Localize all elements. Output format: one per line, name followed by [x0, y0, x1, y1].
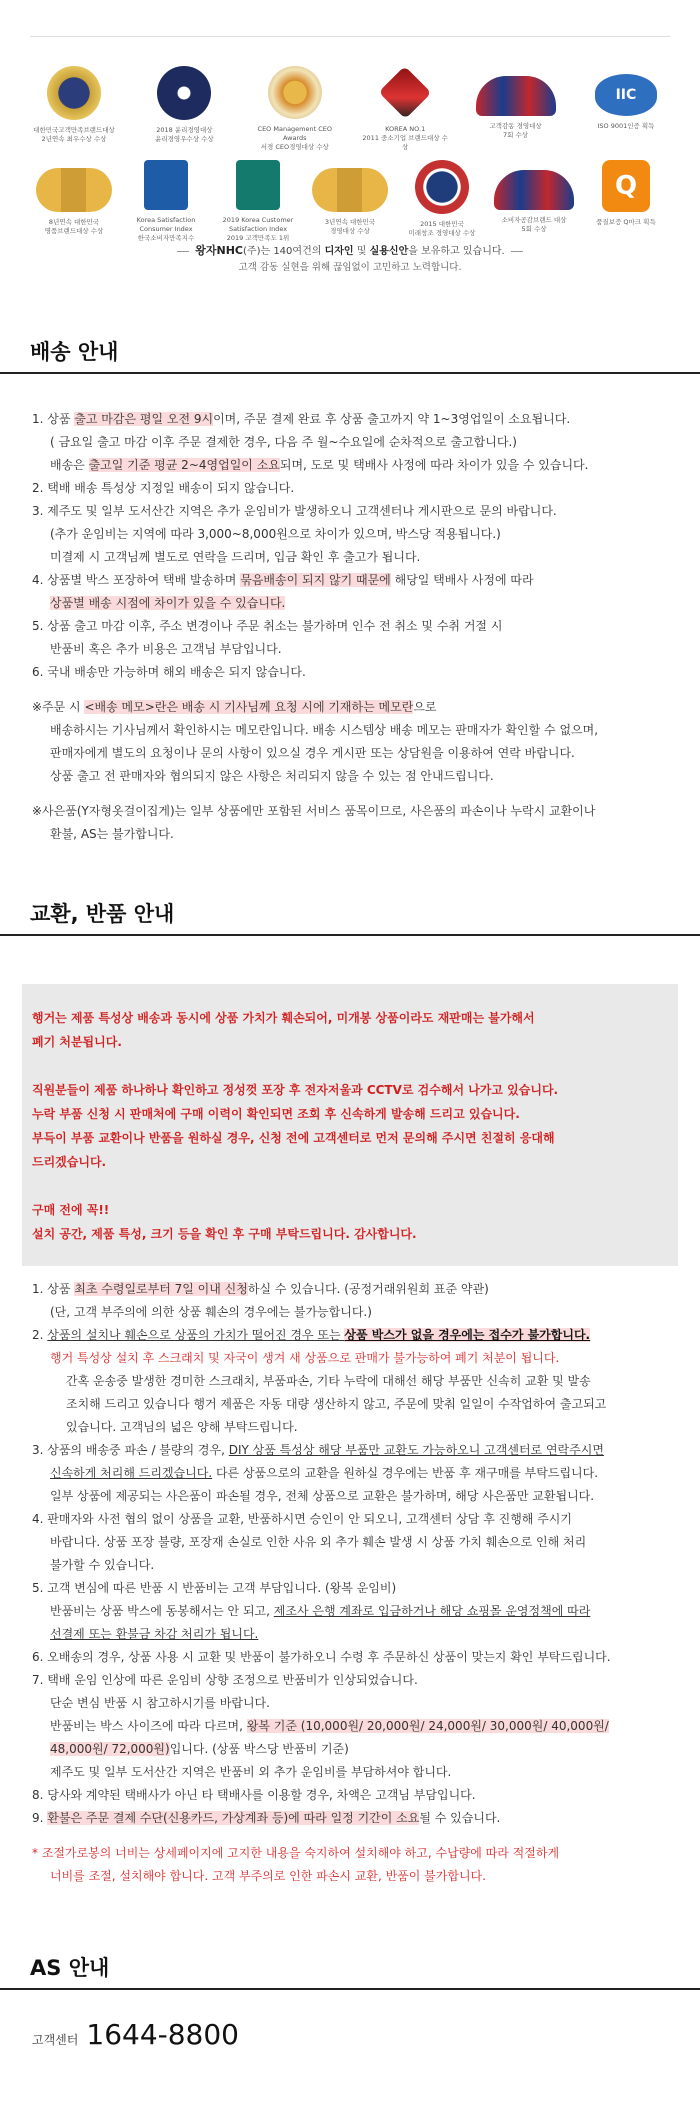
list-item-text: 있습니다. 고객님의 넓은 양해 부탁드립니다. [66, 1420, 298, 1434]
divider [511, 251, 523, 252]
award-medal-icon [268, 66, 322, 119]
award-item [122, 160, 210, 246]
list-item-text: 되며, 도로 및 택배사 사정에 따라 차이가 있을 수 있습니다. [279, 458, 589, 472]
list-item-text: 미결제 시 고객님께 별도로 연락을 드리며, 입금 확인 후 출고가 됩니다. [50, 550, 421, 564]
list-item [32, 696, 672, 719]
notice-line: 부득이 부품 교환이나 반품을 원하실 경우, 신청 전에 고객센터로 먼저 문의해 주시면 친절히 응대해 [32, 1131, 555, 1145]
list-item-text: 배송하시는 기사님께서 확인하시는 메모란입니다. 배송 시스템상 배송 메모는 판매자가 확인할 수 없으며, [50, 723, 599, 737]
award-item [251, 66, 339, 152]
awards-grid [30, 66, 670, 254]
list-item-text: 2. [32, 1328, 48, 1342]
list-item [32, 523, 672, 546]
award-gold-circle-icon [47, 66, 101, 120]
company-subtext: 고객 감동 실현을 위해 끊임없이 고민하고 노력합니다. [238, 262, 462, 273]
notice-line: 행거는 제품 특성상 배송과 동시에 상품 가치가 훼손되어, 미개봉 상품이라도 재판매는 불가해서 [32, 1011, 535, 1025]
list-item [32, 592, 672, 615]
exchange-list [32, 1278, 672, 1888]
list-item-text: 9. [32, 1811, 48, 1825]
award-item [472, 66, 560, 152]
list-item-text: 반품비는 상품 박스에 동봉해서는 안 되고, [50, 1604, 274, 1618]
list-item [32, 1462, 672, 1485]
list-item [32, 1646, 672, 1669]
list-item-text: 출고 마감은 평일 오전 9시 [74, 412, 214, 426]
list-item-text: 6. 국내 배송만 가능하며 해외 배송은 되지 않습니다. [32, 665, 306, 679]
list-item [32, 765, 672, 788]
award-caption: Korea Satisfaction Consumer Index 한국소비자만족지수 [136, 216, 196, 242]
list-item-text: 행거 특성상 설치 후 스크래치 및 자국이 생겨 새 상품으로 판매가 불가능하여 폐기 처분이 됩니다. [50, 1351, 560, 1365]
list-item-text: 최초 수령일로부터 7일 이내 신청 [74, 1282, 248, 1296]
list-item-text: 환불은 주문 결제 수단(신용카드, 가상계좌 등)에 따라 일정 기간이 소요 [47, 1811, 420, 1825]
award-item [582, 160, 670, 246]
list-item-text: 상품별 배송 시점에 차이가 있을 수 있습니다. [50, 596, 286, 610]
award-caption: 3년연속 대한민국 경영대상 수상 [324, 218, 376, 235]
list-item-text: 6. 오배송의 경우, 상품 사용 시 교환 및 반품이 불가하오니 수령 후 주문하신 상품이 맞는지 확인 부탁드립니다. [32, 1650, 611, 1664]
award-chain2-icon [494, 170, 574, 210]
award-ring-icon [415, 160, 469, 214]
list-item [32, 477, 672, 500]
list-item [32, 1715, 672, 1738]
as-rule [0, 1988, 700, 1990]
spacer [32, 1054, 668, 1078]
award-item [582, 66, 670, 152]
list-item-text: 상품 출고 전 판매자와 협의되지 않은 사항은 처리되지 않을 수 있는 점 안내드립니다. [50, 769, 494, 783]
customer-center [32, 2018, 239, 2051]
list-item-text: 될 수 있습니다. [419, 1811, 501, 1825]
list-item [32, 1623, 672, 1646]
award-green-badge-icon [236, 160, 280, 210]
exchange-title: 교환, 반품 안내 [30, 902, 175, 926]
list-item [32, 1600, 672, 1623]
shipping-list [32, 408, 672, 846]
list-item [32, 661, 672, 684]
list-item-text: 불가할 수 있습니다. [50, 1558, 155, 1572]
awards-row-2 [30, 160, 670, 246]
award-item [361, 66, 449, 152]
company-text: (주)는 140여건의 [243, 246, 325, 257]
award-gold-stack-icon [36, 168, 112, 212]
spacer [32, 788, 672, 800]
list-item-text: 환불, AS는 불가합니다. [50, 827, 174, 841]
list-item-text: <배송 메모>란은 배송 시 기사님께 요청 시에 기재하는 메모란 [84, 700, 414, 714]
award-item [490, 160, 578, 246]
list-item-text: 반품비 혹은 추가 비용은 고객님 부담입니다. [50, 642, 282, 656]
list-item-text: 제주도 및 일부 도서산간 지역은 반품비 외 추가 운임비를 부담하셔야 합니다. [50, 1765, 452, 1779]
list-item-text: 출고일 기준 평균 2~4영업일이 소요 [88, 458, 280, 472]
list-item [32, 1577, 672, 1600]
award-red-diamond-icon [379, 66, 432, 119]
iic-logo-icon: IIC [595, 74, 657, 116]
list-item-text: 너비를 조절, 설치해야 합니다. 고객 부주의로 인한 파손시 교환, 반품이 불가합니다. [50, 1869, 486, 1883]
notice-line: 폐기 처분됩니다. [32, 1035, 122, 1049]
list-item [32, 742, 672, 765]
list-item-text: 바랍니다. 상품 포장 불량, 포장재 손실로 인한 사유 외 추가 훼손 발생 시 상품 가치 훼손으로 인해 처리 [50, 1535, 587, 1549]
list-item [32, 1301, 672, 1324]
company-text: 을 보유하고 있습니다. [408, 246, 505, 257]
list-item-text: 8. 당사와 계약된 택배사가 아닌 타 택배사를 이용할 경우, 차액은 고객님 부담입니다. [32, 1788, 476, 1802]
company-statement [0, 242, 700, 258]
list-item-text: 반품비는 박스 사이즈에 따라 다르며, [50, 1719, 247, 1733]
award-caption: 품질보증 Q마크 획득 [596, 218, 656, 226]
list-item-text: 상품의 설치나 훼손으로 상품의 가치가 떨어진 경우 또는 [47, 1328, 345, 1342]
list-item-text: ※사은품(Y자형옷걸이집게)는 일부 상품에만 포함된 서비스 품목이므로, 사은품의 파손이나 누락시 교환이나 [32, 804, 596, 818]
exchange-rule [0, 934, 700, 936]
list-item-text: (추가 운임비는 지역에 따라 3,000~8,000원으로 차이가 있으며, 박스당 적용됩니다.) [50, 527, 501, 541]
cs-label: 고객센터 [32, 2033, 79, 2047]
list-item-text: 48,000원/ 72,000원) [50, 1742, 170, 1756]
list-item [32, 500, 672, 523]
awards-row-1 [30, 66, 670, 152]
list-item [32, 454, 672, 477]
award-triple-medal-icon [312, 168, 388, 212]
award-navy-seal-icon [157, 66, 211, 120]
list-item [32, 1439, 672, 1462]
award-item [30, 160, 118, 246]
list-item-text: (단, 고객 부주의에 의한 상품 훼손의 경우에는 불가능합니다.) [50, 1305, 372, 1319]
list-item [32, 408, 672, 431]
award-caption: 2019 Korea Customer Satisfaction Index 2019 고객만족도 1위 [222, 216, 294, 242]
divider [177, 251, 189, 252]
list-item [32, 1761, 672, 1784]
list-item-text: 이며, 주문 결제 완료 후 상품 출고까지 약 1~3영업일이 소요됩니다. [213, 412, 571, 426]
list-item [32, 1347, 672, 1370]
list-item [32, 1324, 672, 1347]
notice-line: 설치 공간, 제품 특성, 크기 등을 확인 후 구매 부탁드립니다. 감사합니다. [32, 1227, 417, 1241]
award-item [214, 160, 302, 246]
list-item-text: 4. 상품별 박스 포장하여 택배 발송하며 [32, 573, 241, 587]
award-caption: ISO 9001인증 획득 [597, 122, 655, 130]
award-caption: 2015 대한민국 미래창조 경영대상 수상 [408, 220, 476, 237]
list-item-text: 3. 상품의 배송중 파손 / 불량의 경우, [32, 1443, 229, 1457]
list-item-text: 2. 택배 배송 특성상 지정일 배송이 되지 않습니다. [32, 481, 295, 495]
list-item-text: 선결제 또는 환불금 차감 처리가 됩니다. [50, 1627, 259, 1641]
list-item-text: 제조사 은행 계좌로 입금하거나 해당 쇼핑몰 운영정책에 따라 [273, 1604, 591, 1618]
notice-line: 직원분들이 제품 하나하나 확인하고 정성껏 포장 후 전자저울과 CCTV로 검수해서 나가고 있습니다. [32, 1083, 559, 1097]
list-item-text: 5. 상품 출고 마감 이후, 주소 변경이나 주문 취소는 불가하며 인수 전 취소 및 수취 거절 시 [32, 619, 503, 633]
list-item [32, 1278, 672, 1301]
exchange-notice-box [22, 984, 678, 1266]
list-item [32, 638, 672, 661]
list-item [32, 1554, 672, 1577]
award-item [398, 160, 486, 246]
list-item [32, 1842, 672, 1865]
list-item [32, 1370, 672, 1393]
list-item-text: 4. 판매자와 사전 협의 없이 상품을 교환, 반품하시면 승인이 안 되오니, 고객센터 상담 후 진행해 주시기 [32, 1512, 572, 1526]
award-item [30, 66, 118, 152]
as-title: AS 안내 [30, 1956, 110, 1980]
list-item-text: 일부 상품에 제공되는 사은품이 파손될 경우, 전체 상품으로 교환은 불가하며, 해당 사은품만 교환됩니다. [50, 1489, 595, 1503]
award-item [306, 160, 394, 246]
list-item-text: 하실 수 있습니다. (공정거래위원회 표준 약관) [247, 1282, 489, 1296]
list-item [32, 615, 672, 638]
list-item [32, 1416, 672, 1439]
list-item [32, 1393, 672, 1416]
q-mark-icon: Q [602, 160, 650, 212]
list-item [32, 1485, 672, 1508]
spacer [32, 1174, 668, 1198]
list-item-text: 왕복 기준 (10,000원/ 20,000원/ 24,000원/ 30,000원/ 40,000원/ [246, 1719, 609, 1733]
list-item-text: 배송은 [50, 458, 89, 472]
award-caption: KOREA NO.1 2011 중소기업 브랜드대상 수상 [362, 125, 448, 151]
list-item-text: 해당일 택배사 사정에 따라 [390, 573, 534, 587]
brand-logo-text: 왕자NHC [195, 244, 244, 257]
list-item-text: 다른 상품으로의 교환을 원하실 경우에는 반품 후 재구매를 부탁드립니다. [212, 1466, 599, 1480]
list-item [32, 1865, 672, 1888]
list-item [32, 719, 672, 742]
list-item [32, 823, 672, 846]
spacer [32, 684, 672, 696]
list-item-text: 조치해 드리고 있습니다 행거 제품은 자동 대량 생산하지 않고, 주문에 맞춰 일일이 수작업하여 출고되고 [66, 1397, 607, 1411]
notice-line: 구매 전에 꼭!! [32, 1203, 110, 1217]
award-item [140, 66, 228, 152]
list-item-text: ( 금요일 출고 마감 이후 주문 결제한 경우, 다음 주 월~수요일에 순차적으로 출고합니다.) [50, 435, 517, 449]
award-caption: 2018 윤리경영대상 윤리경영우수상 수상 [155, 126, 214, 143]
award-caption: 8년연속 대한민국 명품브랜드대상 수상 [44, 218, 104, 235]
list-item-text: 판매자에게 별도의 요청이나 문의 사항이 있으실 경우 게시판 또는 상담원을 이용하여 연락 바랍니다. [50, 746, 575, 760]
list-item-text: 1. 상품 [32, 412, 75, 426]
shipping-title: 배송 안내 [30, 340, 119, 364]
company-design: 디자인 [324, 246, 354, 257]
list-item-text: ※주문 시 [32, 700, 85, 714]
list-item-text: 입니다. (상품 박스당 반품비 기준) [169, 1742, 349, 1756]
list-item-text: 1. 상품 [32, 1282, 75, 1296]
award-blue-badge-icon [144, 160, 188, 210]
award-caption: 고객감동 경영대상 7회 수상 [489, 122, 542, 139]
list-item [32, 546, 672, 569]
cs-phone[interactable]: 1644-8800 [86, 2018, 239, 2051]
list-item-text: 단순 변심 반품 시 참고하시기를 바랍니다. [50, 1696, 270, 1710]
award-caption: 대한민국고객만족브랜드대상 2년연속 최우수상 수상 [33, 126, 115, 143]
list-item [32, 1784, 672, 1807]
award-caption: 소비자공감브랜드 대상 5회 수상 [501, 216, 567, 233]
list-item [32, 569, 672, 592]
notice-line: 누락 부품 신청 시 판매처에 구매 이력이 확인되면 조회 후 신속하게 발송해 드리고 있습니다. [32, 1107, 520, 1121]
spacer [32, 1830, 672, 1842]
list-item [32, 1807, 672, 1830]
list-item-text: 신속하게 처리해 드리겠습니다. [50, 1466, 213, 1480]
list-item-text: 간혹 운송중 발생한 경미한 스크래치, 부품파손, 기타 누락에 대해선 해당 부품만 신속히 교환 및 발송 [66, 1374, 591, 1388]
list-item-text: DIY 상품 특성상 해당 부품만 교환도 가능하오니 고객센터로 연락주시면 [228, 1443, 604, 1457]
list-item-text: 으로 [413, 700, 437, 714]
list-item-text: 7. 택배 운임 인상에 따른 운임비 상향 조정으로 반품비가 인상되었습니다. [32, 1673, 418, 1687]
list-item [32, 1531, 672, 1554]
list-item [32, 1692, 672, 1715]
list-item [32, 431, 672, 454]
list-item [32, 800, 672, 823]
list-item-text: 5. 고객 변심에 따른 반품 시 반품비는 고객 부담입니다. (왕복 운임비) [32, 1581, 397, 1595]
list-item [32, 1738, 672, 1761]
company-utility: 실용신안 [369, 246, 409, 257]
list-item-text: 묶음배송이 되지 않기 때문에 [240, 573, 391, 587]
list-item-text: 3. 제주도 및 일부 도서산간 지역은 추가 운임비가 발생하오니 고객센터나 게시판으로 문의 바랍니다. [32, 504, 557, 518]
list-item [32, 1669, 672, 1692]
list-item-text: 상품 박스가 없을 경우에는 접수가 불가합니다. [344, 1328, 591, 1342]
list-item-text: * 조절가로봉의 너비는 상세페이지에 고지한 내용을 숙지하여 설치해야 하고, 수납량에 따라 적절하게 [32, 1846, 560, 1860]
award-caption: CEO Management CEO Awards 서경 CEO경영대상 수상 [257, 125, 333, 151]
company-text: 및 [353, 246, 370, 257]
list-item [32, 1508, 672, 1531]
award-chain-icon [476, 76, 556, 116]
top-divider [30, 36, 670, 37]
notice-line: 드리겠습니다. [32, 1155, 107, 1169]
shipping-rule [0, 372, 700, 374]
